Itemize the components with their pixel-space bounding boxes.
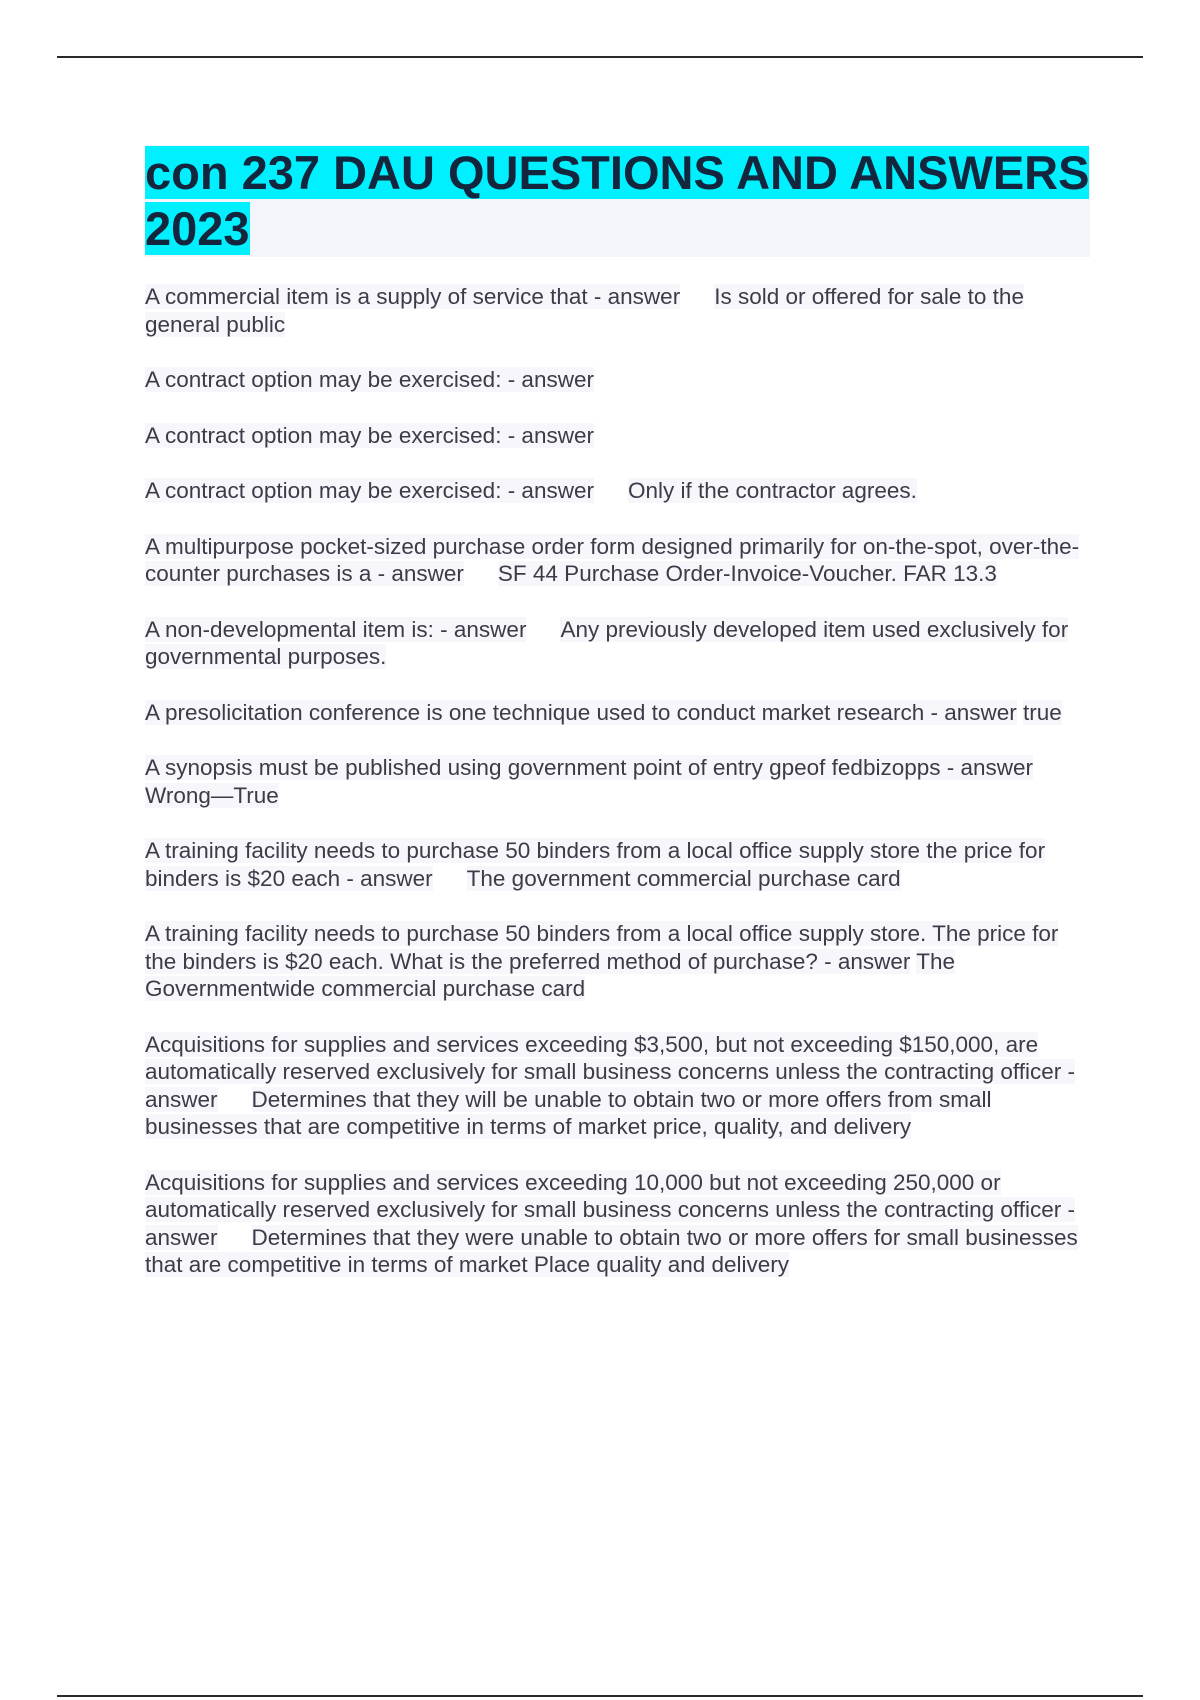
question-text: A training facility needs to purchase 50 binders from a local office supply store. The price for the binders is $20 each. What is the preferred method of purchase? - answer [145,921,1059,974]
answer-text: Wrong—True [145,782,279,808]
answer-text: Only if the contractor agrees. [627,478,917,503]
qa-item [145,1031,1090,1141]
question-text: A contract option may be exercised: - answer [145,422,594,448]
question-text: A contract option may be exercised: - answer [145,367,594,392]
answer-text: Determines that they were unable to obtain two or more offers for small businesses that are competitive in terms of market Place quality and delivery [145,1224,1078,1277]
qa-item [145,477,1090,505]
answer-text: Determines that they will be unable to obtain two or more offers from small businesses that are competitive in terms of market price, quality, and delivery [145,1086,992,1139]
qa-item [145,422,1090,450]
answer-text: Is sold or offered for sale to the general public [145,284,1024,337]
question-text: A training facility needs to purchase 50 binders from a local office supply store the price for binders is $20 each - answer [145,838,1046,891]
qa-item [145,283,1090,338]
qa-item [145,920,1090,1003]
qa-item [145,699,1090,727]
qa-item [145,366,1090,394]
qa-item [145,837,1090,892]
document-body [145,145,1090,1307]
answer-text: The Governmentwide commercial purchase card [145,948,956,1001]
answer-text: The government commercial purchase card [466,865,901,891]
question-text: A commercial item is a supply of service that - answer [145,284,681,309]
question-text: Acquisitions for supplies and services exceeding $3,500, but not exceeding $150,000, are automatically reserved exclusively for small business concerns unless the contracting officer - answer [145,1031,1075,1112]
answer-text: Any previously developed item used exclusively for governmental purposes. [145,616,1069,669]
qa-item [145,754,1090,809]
top-rule [57,56,1143,58]
question-text: A presolicitation conference is one technique used to conduct market research - answer [145,699,1017,725]
question-text: Acquisitions for supplies and services exceeding 10,000 but not exceeding 250,000 or automatically reserved exclusively for small business concerns unless the contracting officer - answer [145,1169,1075,1250]
answer-text: true [1023,699,1062,725]
question-text: A multipurpose pocket-sized purchase order form designed primarily for on-the-spot, over-the-counter purchases is a - answer [145,533,1080,586]
bottom-rule [57,1695,1143,1697]
document-title-text: con 237 DAU QUESTIONS AND ANSWERS 2023 [145,146,1090,255]
qa-item [145,533,1090,588]
question-text: A synopsis must be published using government point of entry gpeof fedbizopps - answer [145,755,1034,780]
question-text: A non-developmental item is: - answer [145,616,527,642]
qa-item [145,1169,1090,1279]
question-text: A contract option may be exercised: - answer [145,478,594,503]
answer-text: SF 44 Purchase Order-Invoice-Voucher. FAR 13.3 [497,561,997,586]
document-title [145,145,1090,257]
qa-item [145,616,1090,671]
title-block [145,145,1090,257]
